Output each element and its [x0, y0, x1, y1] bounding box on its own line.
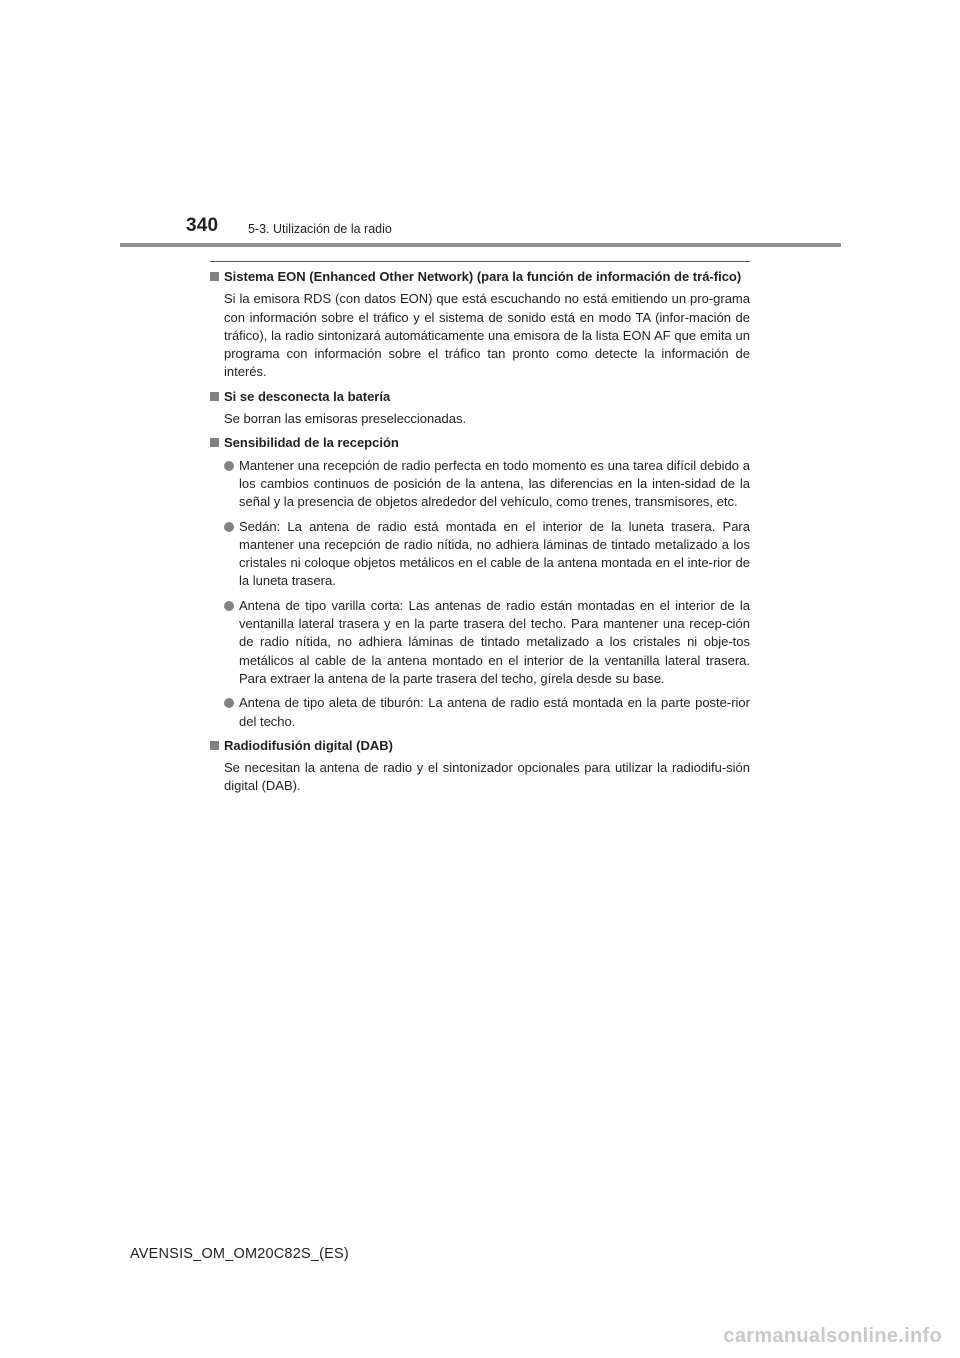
item-bateria [210, 388, 750, 429]
list-item [224, 694, 750, 731]
square-bullet-icon [210, 392, 219, 401]
item-heading [210, 434, 750, 452]
list-item-text: Antena de tipo varilla corta: Las antenas de radio están montadas en el interior de la ventanilla lateral trasera y en la parte trasera del techo. Para mantener una recep-ción de radio nítida, no adhiera láminas de tintado metalizado a los cristales ni obje-tos metálicos al cable de la antena montado en el interior de la ventanilla lateral trasera. Para extraer la antena de la parte trasera del techo, gírela desde su base. [239, 597, 750, 686]
section-title: 5-3. Utilización de la radio [248, 222, 392, 236]
list-item [224, 597, 750, 688]
item-dab [210, 737, 750, 796]
heading-text: Si se desconecta la batería [224, 388, 391, 404]
circle-bullet-icon [224, 698, 234, 708]
page-content [210, 268, 750, 802]
square-bullet-icon [210, 741, 219, 750]
page-number: 340 [186, 215, 219, 236]
circle-bullet-icon [224, 601, 234, 611]
item-heading [210, 268, 750, 286]
list-item [224, 457, 750, 512]
square-bullet-icon [210, 438, 219, 447]
item-heading [210, 737, 750, 755]
bullet-list [224, 457, 750, 731]
circle-bullet-icon [224, 522, 234, 532]
header-rule [120, 243, 841, 247]
item-heading [210, 388, 750, 406]
item-sensibilidad [210, 434, 750, 730]
heading-text: Radiodifusión digital (DAB) [224, 737, 393, 753]
list-item-text: Sedán: La antena de radio está montada en el interior de la luneta trasera. Para mantener una recepción de radio nítida, no adhiera láminas de tintado metalizado a los cristales ni coloque objetos metálicos en el cable de la antena montada en el inte-rior de la luneta trasera. [239, 518, 750, 589]
list-item-text: Antena de tipo aleta de tiburón: La antena de radio está montada en la parte poste-rior del techo. [239, 695, 750, 729]
heading-text: Sensibilidad de la recepción [224, 435, 399, 451]
content-top-rule [210, 261, 750, 262]
circle-bullet-icon [224, 461, 234, 471]
watermark: carmanualsonline.info [723, 1325, 942, 1347]
item-body: Si la emisora RDS (con datos EON) que está escuchando no está emitiendo un pro-grama con información sobre el tráfico y el sistema de sonido está en modo TA (infor-mación de tráfico), la radio sintonizará automáticamente una emisora de la lista EON AF que emita un programa con información sobre el tráfico tan pronto como detecte la información de interés. [224, 291, 750, 380]
list-item [224, 518, 750, 591]
item-sistema-eon [210, 268, 750, 382]
list-item-text: Mantener una recepción de radio perfecta en todo momento es una tarea difícil debido a los cambios continuos de posición de la antena, las diferencias en la inten-sidad de la señal y la presencia de objetos alrededor del vehículo, como trenes, transmisores, etc. [239, 457, 750, 510]
square-bullet-icon [210, 272, 219, 281]
heading-text: Sistema EON (Enhanced Other Network) (para la función de información de trá-fico) [224, 269, 742, 284]
item-body: Se borran las emisoras preseleccionadas. [224, 411, 467, 427]
document-code: AVENSIS_OM_OM20C82S_(ES) [130, 1246, 349, 1262]
item-body: Se necesitan la antena de radio y el sintonizador opcionales para utilizar la radiodifu-sión digital (DAB). [224, 760, 750, 794]
